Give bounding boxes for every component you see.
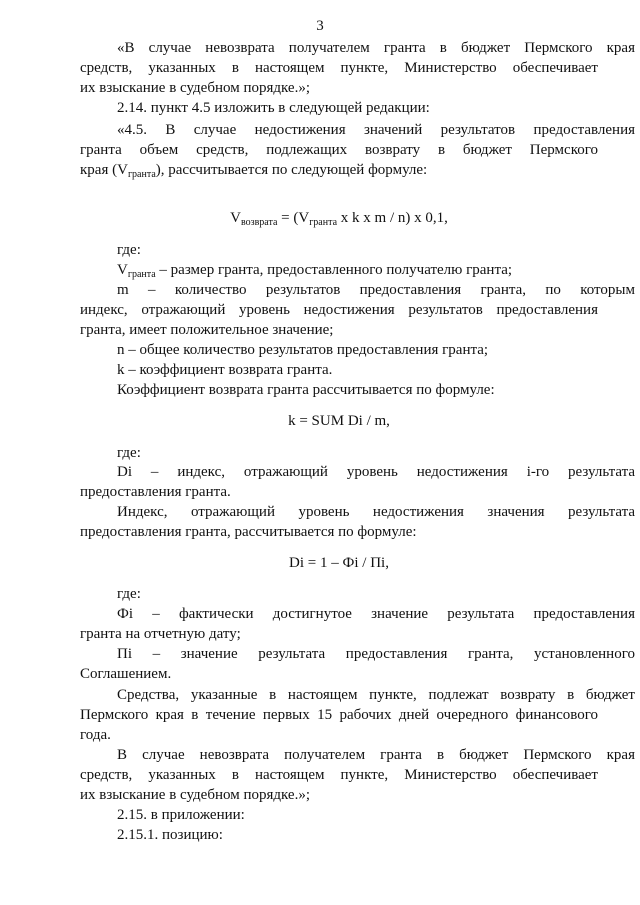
definition-di: предоставления гранта. [80,484,231,500]
paragraph-line: их взыскание в судебном порядке.»; [80,787,311,803]
page-number: 3 [316,18,324,34]
index-intro: предоставления гранта, рассчитывается по формуле: [80,524,417,540]
where-label: где: [117,445,141,461]
definition-fi: Фi – фактически достигнутое значение результата предоставления [117,606,635,622]
item-2-15-1: 2.15.1. позицию: [117,827,223,843]
formula-2: k = SUM Di / m, [288,413,390,429]
definition-fi: гранта на отчетную дату; [80,626,241,642]
definition-m: индекс, отражающий уровень недостижения результатов предоставления [80,302,598,318]
paragraph-line: края $(V_{гранта})$, рассчитывается по следующей формуле: [80,162,428,180]
definition-k: k – коэффициент возврата гранта. [117,362,333,378]
paragraph-line: «В случае невозврата получателем гранта в бюджет Пермского края [117,40,635,56]
paragraph-line: средств, указанных в настоящем пункте, Министерство обеспечивает [80,60,598,76]
paragraph-line: Средства, указанные в настоящем пункте, подлежат возврату в бюджет [117,687,635,703]
paragraph-line: года. [80,727,111,743]
item-2-15: 2.15. в приложении: [117,807,245,823]
formula-1: $V_{возврата} = (V_{гранта}$ x k x m / n) x 0,1, [230,210,448,228]
item-2-14: 2.14. пункт 4.5 изложить в следующей редакции: [117,100,430,116]
paragraph-line: средств, указанных в настоящем пункте, Министерство обеспечивает [80,767,598,783]
definition-di: Di – индекс, отражающий уровень недостижения i-го результата [117,464,635,480]
paragraph-line: их взыскание в судебном порядке.»; [80,80,311,96]
definition-pi: Соглашением. [80,666,172,682]
definition-v: $V_{гранта}$ – размер гранта, предоставленного получателю гранта; [117,262,513,280]
definition-pi: Пi – значение результата предоставления гранта, установленного [117,646,635,662]
coefficient-intro: Коэффициент возврата гранта рассчитывается по формуле: [117,382,495,398]
where-label: где: [117,242,141,258]
definition-m: гранта, имеет положительное значение; [80,322,334,338]
formula-3: Di = 1 – Фi / Пi, [289,555,389,571]
index-intro: Индекс, отражающий уровень недостижения значения результата [117,504,635,520]
paragraph-line: В случае невозврата получателем гранта в бюджет Пермского края [117,747,635,763]
where-label: где: [117,586,141,602]
paragraph-line: гранта объем средств, подлежащих возврату в бюджет Пермского [80,142,598,158]
paragraph-line: Пермского края в течение первых 15 рабочих дней очередного финансового [80,707,598,723]
definition-n: n – общее количество результатов предоставления гранта; [117,342,489,358]
paragraph-line: «4.5. В случае недостижения значений результатов предоставления [117,122,635,138]
definition-m: m – количество результатов предоставления гранта, по которым [117,282,635,298]
